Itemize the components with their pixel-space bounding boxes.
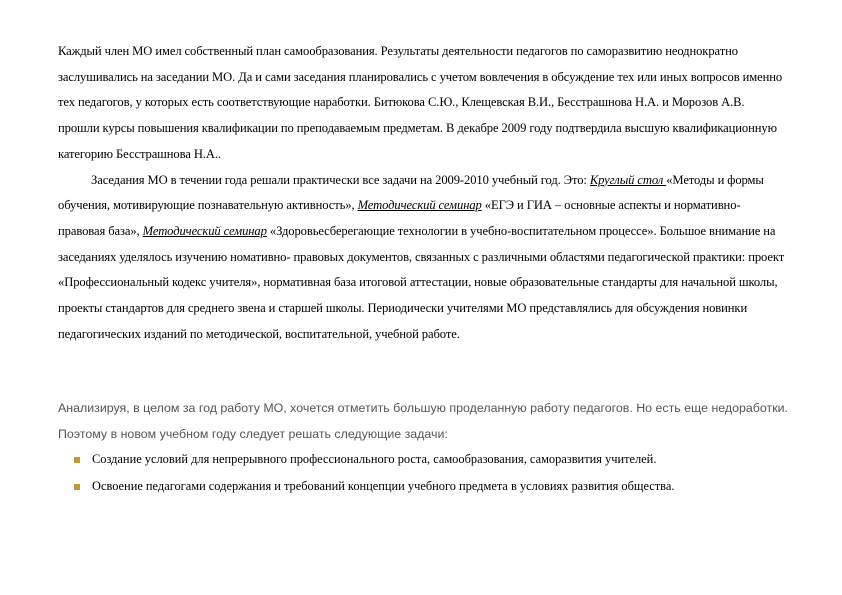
tasks-list — [74, 446, 794, 500]
round-table-topic: «Методы и формы обучения, мотивирующие познавательную активность», — [58, 172, 764, 213]
seminar-link-2[interactable]: Методический семинар — [142, 223, 267, 238]
square-bullet-icon — [74, 484, 80, 490]
list-item — [74, 473, 794, 500]
report-text — [58, 39, 786, 347]
seminar-link-1[interactable]: Методический семинар — [357, 198, 482, 213]
analysis-block — [58, 396, 788, 447]
seminar-topic-2: «Здоровьесберегающие технологии в учебно-воспитательном процессе». Большое внимание на заседаниях уделялось изучению номативно- правовых документов, связанных с различными областями педагогической практики: проект «Профессиональный кодекс учителя», нормативная база итоговой аттестации, новые образовательные стандарты для начальной школы, проекты стандартов для среднего звена и старшей школы. Периодически учителями МО представлялись для обсуждения новинки педагогических изданий по методической, воспитательной, учебной работе. — [58, 223, 785, 341]
meetings-intro: Заседания МО в течении года решали практически все задачи на 2009-2010 учебный год. Это: — [91, 172, 590, 187]
paragraph-meetings — [58, 168, 786, 348]
task-text: Освоение педагогами содержания и требований концепции учебного предмета в условиях развития общества. — [92, 479, 675, 493]
task-text: Создание условий для непрерывного профессионального роста, самообразования, саморазвития учителей. — [92, 452, 657, 466]
paragraph-self-education: Каждый член МО имел собственный план самообразования. Результаты деятельности педагогов по саморазвитию неоднократно заслушивались на заседании МО. Да и сами заседания планировались с учетом вовлечения в обсуждение тех или иных вопросов именно тех педагогов, у которых есть соответствующие наработки. Битюкова С.Ю., Клещевская В.И., Бесстрашнова Н.А. и Морозов А.В. прошли курсы повышения квалификации по преподаваемым предметам. В декабре 2009 году подтвердила высшую квалификационную категорию Бесстрашнова Н.А.. — [58, 44, 783, 161]
analysis-paragraph: Анализируя, в целом за год работу МО, хочется отметить большую проделанную работу педагогов. Но есть еще недоработки. Поэтому в новом учебном году следует решать следующие задачи: — [58, 401, 788, 441]
list-item — [74, 446, 794, 473]
square-bullet-icon — [74, 457, 80, 463]
seminar-topic-1: «ЕГЭ и ГИА – основные аспекты и нормативно-правовая база», — [58, 198, 741, 238]
round-table-link[interactable]: Круглый стол — [589, 172, 667, 187]
